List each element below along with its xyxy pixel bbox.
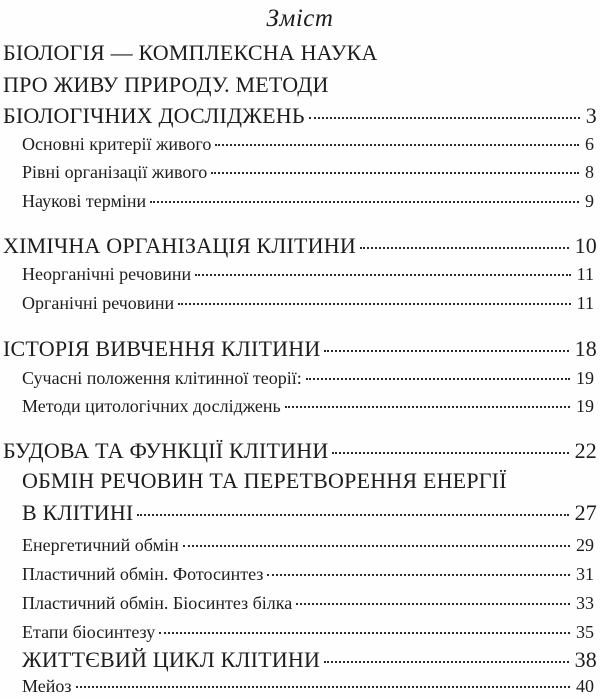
entry-label: Рівні організації живого	[22, 162, 208, 182]
page-number: 11	[576, 293, 594, 313]
toc-title: Зміст	[266, 5, 334, 32]
section-title-line: ХІМІЧНА ОРГАНІЗАЦІЯ КЛІТИНИ	[3, 233, 356, 258]
toc-entry-section[interactable]	[0, 336, 597, 362]
page-number: 8	[585, 162, 594, 182]
entry-label: Основні критерії живого	[22, 134, 212, 154]
toc-entry[interactable]	[0, 592, 594, 614]
toc-entry[interactable]	[0, 621, 594, 643]
page-number: 19	[576, 368, 594, 388]
entry-label: Сучасні положення клітинної теорії:	[22, 368, 302, 388]
entry-label: Енергетичний обмін	[22, 535, 179, 555]
entry-label: Методи цитологічних досліджень	[22, 396, 281, 416]
dot-leader	[306, 378, 570, 380]
dot-leader	[324, 350, 568, 352]
page-number: 10	[574, 233, 597, 258]
toc-entry[interactable]	[0, 190, 594, 212]
dot-leader	[183, 545, 570, 547]
dot-leader	[360, 247, 569, 249]
entry-label: Органічні речовини	[22, 293, 175, 313]
page-number: 29	[576, 535, 594, 555]
toc-entry-section[interactable]	[0, 233, 597, 259]
dot-leader	[150, 201, 579, 203]
page-number: 11	[576, 264, 594, 284]
dot-leader	[159, 632, 570, 634]
dot-leader	[211, 172, 579, 174]
page-number: 38	[574, 647, 597, 672]
page-number: 6	[585, 134, 594, 154]
dot-leader	[296, 603, 570, 605]
page-number: 40	[576, 676, 594, 696]
section-title-line: ІСТОРІЯ ВИВЧЕННЯ КЛІТИНИ	[3, 336, 321, 361]
toc-entry[interactable]	[0, 563, 594, 585]
page-number: 33	[576, 593, 594, 613]
toc-entry[interactable]	[0, 292, 594, 314]
page-number: 35	[576, 622, 594, 642]
page-number: 22	[574, 438, 597, 463]
section-title-line: БІОЛОГІЯ — КОМПЛЕКСНА НАУКА	[3, 40, 378, 65]
toc-entry-subsection[interactable]	[0, 500, 597, 526]
section-title-line: БУДОВА ТА ФУНКЦІЇ КЛІТИНИ	[3, 438, 329, 463]
entry-label: Пластичний обмін. Біосинтез білка	[22, 593, 293, 613]
dot-leader	[76, 686, 571, 688]
dot-leader	[324, 661, 569, 663]
page-number: 27	[574, 500, 597, 525]
dot-leader	[195, 274, 570, 276]
toc-entry[interactable]	[0, 675, 594, 697]
dot-leader	[137, 514, 568, 516]
toc-entry[interactable]	[0, 395, 594, 417]
dot-leader	[309, 117, 580, 119]
dot-leader	[215, 144, 579, 146]
page-number: 19	[576, 396, 594, 416]
page-number: 31	[576, 564, 594, 584]
dot-leader	[285, 406, 570, 408]
section-title-line: ПРО ЖИВУ ПРИРОДУ. МЕТОДИ	[3, 72, 329, 97]
toc-entry-subsection[interactable]	[0, 647, 597, 673]
dot-leader	[178, 303, 570, 305]
section-title-line: БІОЛОГІЧНИХ ДОСЛІДЖЕНЬ	[3, 103, 305, 128]
subsection-title-line: ОБМІН РЕЧОВИН ТА ПЕРЕТВОРЕННЯ ЕНЕРГІЇ	[22, 468, 507, 493]
toc-entry[interactable]	[0, 263, 594, 285]
dot-leader	[332, 452, 568, 454]
toc-entry-section[interactable]	[0, 438, 597, 464]
entry-label: Пластичний обмін. Фотосинтез	[22, 564, 264, 584]
toc-entry[interactable]	[0, 161, 594, 183]
entry-label: Неорганічні речовини	[22, 264, 192, 284]
entry-label: Наукові терміни	[22, 191, 147, 211]
page-number: 18	[574, 336, 597, 361]
entry-label: Етапи біосинтезу	[22, 622, 156, 642]
subsection-title-line: ЖИТТЄВИЙ ЦИКЛ КЛІТИНИ	[22, 647, 321, 672]
subsection-title-line: В КЛІТИНІ	[22, 500, 134, 525]
toc-entry[interactable]	[0, 133, 594, 155]
page-number: 3	[585, 103, 597, 128]
toc-entry[interactable]	[0, 367, 594, 389]
toc-entry-section[interactable]	[0, 103, 597, 129]
page-number: 9	[585, 191, 594, 211]
toc-entry[interactable]	[0, 534, 594, 556]
entry-label: Мейоз	[22, 676, 72, 696]
dot-leader	[267, 574, 570, 576]
